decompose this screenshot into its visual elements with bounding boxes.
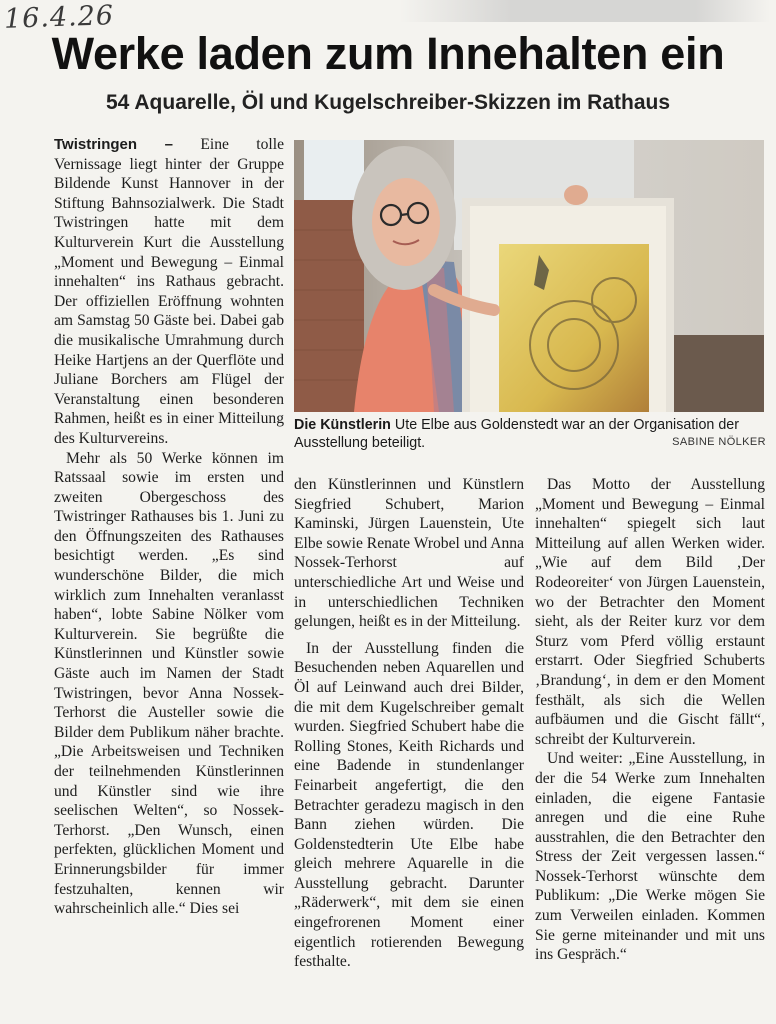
photo-illustration	[294, 140, 764, 412]
article-paragraph-6: Und weiter: „Eine Ausstellung, in der die 54 Werke zum Innehalten einladen, die eigene Fantasie anregen und die eine Ruhe ausstrahlen, die den Betrachter den Stress der Zeit vergessen lassen.“ Nossek-Terhorst wünschte dem Publikum: „Die Werke mögen Sie zum Verweilen einladen. Kommen Sie gerne miteinander und mit uns ins Gespräch.“	[535, 750, 765, 964]
handwritten-date: 16.4.26	[3, 0, 115, 35]
subheadline: 54 Aquarelle, Öl und Kugelschreiber-Skizzen im Rathaus	[105, 91, 671, 114]
article-paragraph-3: den Künstlerinnen und Künstlern Siegfried Schubert, Marion Kaminski, Jürgen Lauenstein, Ute Elbe sowie Renate Wrobel und Anna Nossek-Terhorst auf unterschiedliche Art und Weise und in unterschiedlichen Techniken gelungen, heißt es in der Mitteilung.	[294, 476, 524, 631]
headline: Werke laden zum Innehalten ein	[51, 28, 725, 79]
paragraph-1-text: Eine tolle Vernissage liegt hinter der Gruppe Bildende Kunst Hannover in der Stiftung Bahnsozialwerk. Die Stadt Twistringen hatte mit dem Kulturverein Kurt die Ausstellung „Moment und Bewegung – Einmal innehalten“ ins Rathaus gebracht. Der offiziellen Eröffnung wohnten am Samstag 50 Gäste bei. Dabei gab die musikalische Umrahmung durch Heike Hartjens an der Querflöte und Juliane Borchers am Flügel der Veranstaltung einen besonderen Rahmen, heißt es in einer Mitteilung des Kulturvereins.	[54, 136, 284, 447]
article-paragraph-4: In der Ausstellung finden die Besuchenden neben Aquarellen und Öl auf Leinwand auch drei Bilder, die mit dem Kugelschreiber gemalt wurden. Siegfried Schubert habe die Rolling Stones, Keith Richards und eine Badende in stundenlanger Feinarbeit angefertigt, die den Betrachter geradezu magisch in den Bann ziehen würden. Die Goldenstedterin Ute Elbe habe gleich mehrere Aquarelle in die Ausstellung gebracht. Darunter „Räderwerk“, mit dem sie einen eingefrorenen Moment einer eigentlich rotierenden Bewegung festhalte.	[294, 639, 524, 971]
article-column-3	[535, 475, 765, 965]
article-paragraph-5: Das Motto der Ausstellung „Moment und Bewegung – Einmal innehalten“ spiegelt sich laut Mitteilung auf allen Werken wider. „Wie auf dem Bild ‚Der Rodeoreiter‘ von Jürgen Lauenstein, wo der Betrachter den Moment sieht, als der Reiter kurz vor dem Sturz vom Pferd völlig erstaunt erstarrt. Oder Siegfried Schuberts ‚Brandung‘, in dem er den Moment festhält, als sich die Wellen aufbäumen und die Gischt fällt“, schreibt der Kulturverein.	[535, 476, 765, 748]
artist-photo	[294, 140, 764, 412]
caption-text: Ute Elbe aus Goldenstedt war an der Organisation der Ausstellung beteiligt.	[294, 417, 740, 451]
faded-masthead-strip	[400, 0, 770, 22]
article-column-1	[54, 135, 284, 919]
dateline: Twistringen –	[54, 136, 174, 153]
article-paragraph-1	[54, 135, 284, 449]
caption-lead: Die Künstlerin	[294, 417, 391, 433]
article-paragraph-2: Mehr als 50 Werke können im Ratssaal sowie im ersten und zweiten Obergeschoss des Twistringer Rathauses bis 1. Juni zu den Öffnungszeiten des Rathauses besichtigt werden. „Es sind wunderschöne Bilder, die mich wirklich zum Innehalten veranlasst haben“, lobte Sabine Nölker vom Kulturverein. Sie begrüßte die Künstlerinnen und Künstler sowie Gäste auch im Namen der Stadt Twistringen, bevor Anna Nossek-Terhorst die Austeller sowie die Bilder dem Publikum näher brachte. „Die Arbeitsweisen und Techniken der teilnehmenden Künstlerinnen und Künstler sind wie ihre seelischen Welten“, so Nossek-Terhorst. „Den Wunsch, einen perfekten, glücklichen Moment und Erinnerungsbilder für immer festzuhalten, kennen wir wahrscheinlich alle.“ Dies sei	[54, 449, 284, 918]
article-column-2	[294, 475, 524, 972]
photo-credit: SABINE NÖLKER	[672, 436, 766, 448]
